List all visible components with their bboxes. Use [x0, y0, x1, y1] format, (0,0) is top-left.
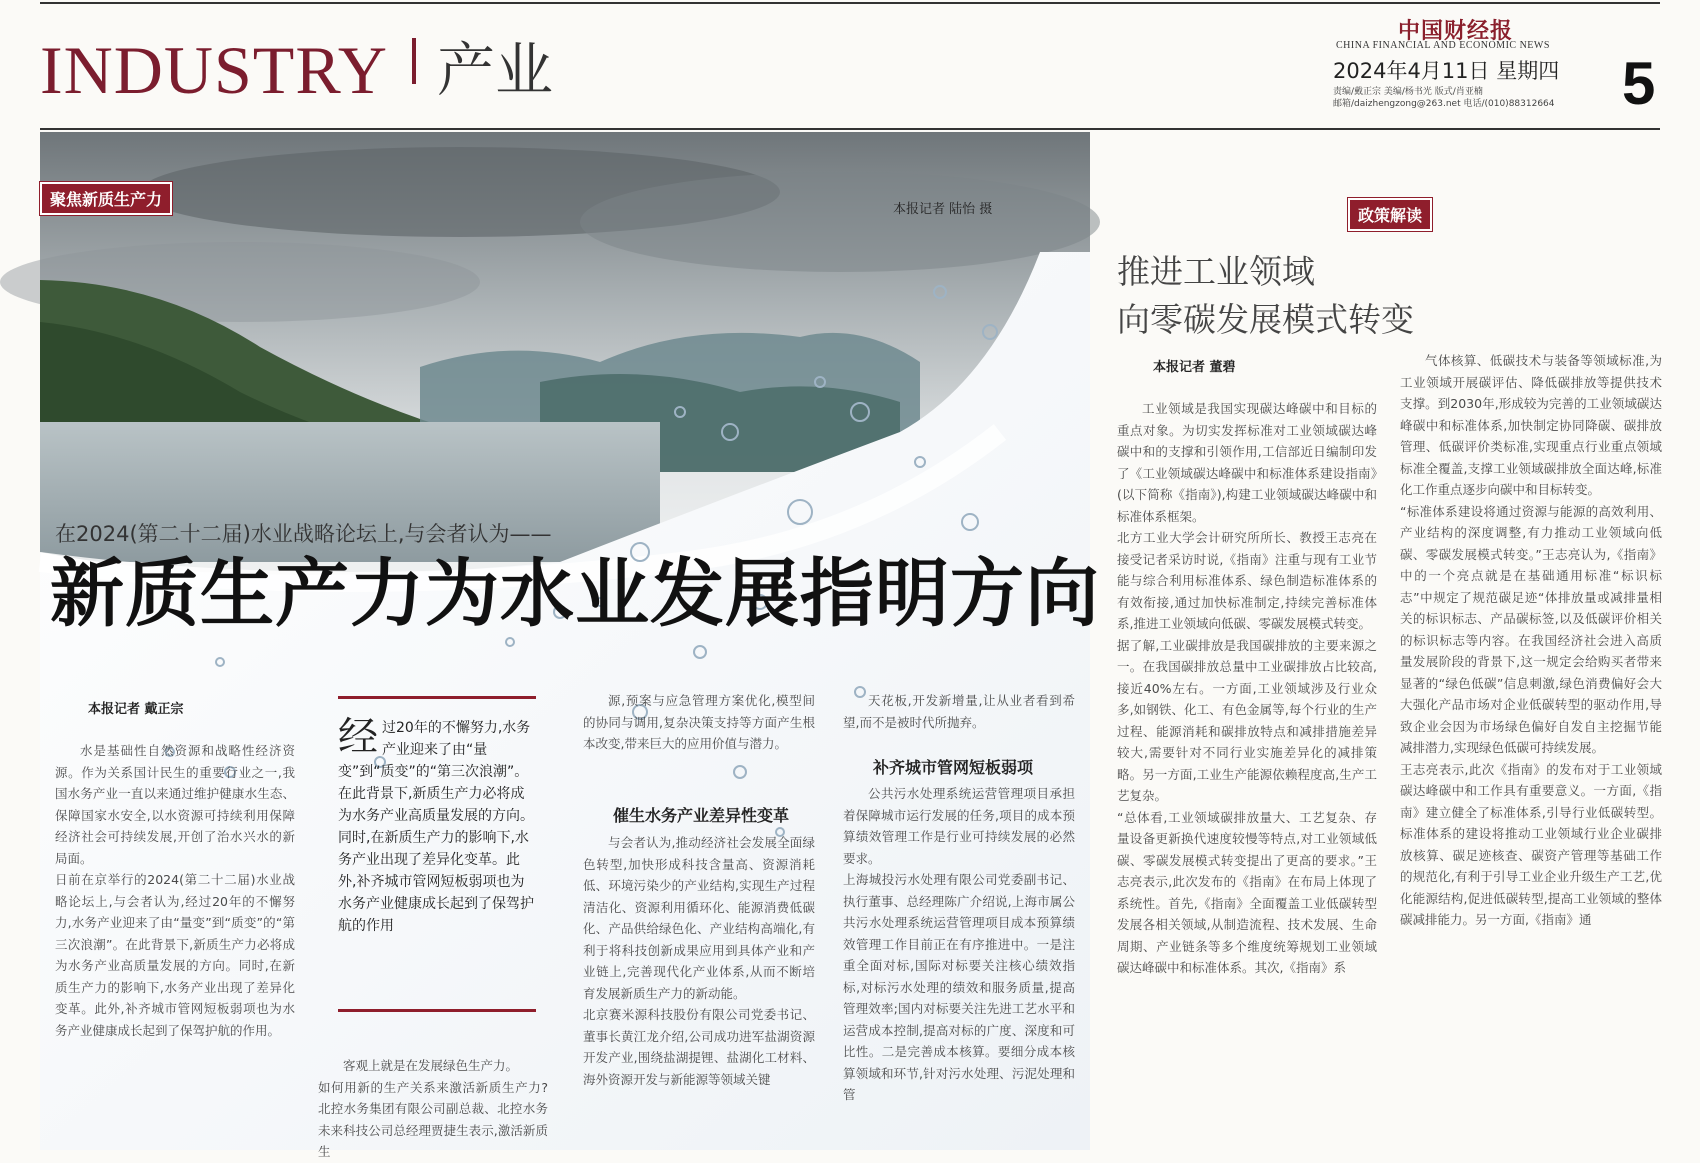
lead-column-3-top-text: 源,预案与应急管理方案优化,模型间的协同与调用,复杂决策支持等方面产生根本改变,带来巨大的应用价值与潜力。	[583, 693, 815, 751]
lead-subhead-2: 补齐城市管网短板弱项	[873, 758, 1034, 777]
policy-byline: 本报记者 董碧	[1153, 360, 1236, 375]
lead-column-3	[583, 832, 815, 1150]
masthead-rule	[40, 128, 1660, 130]
lead-headline: 新质生产力为水业发展指明方向	[50, 551, 1100, 637]
section-title-cn: 产业	[437, 36, 554, 104]
credits-contact: 邮箱/daizhengzong@263.net 电话/(010)88312664	[1333, 99, 1555, 109]
section-divider	[412, 38, 416, 84]
lead-column-2-tail-text: 客观上就是在发展绿色生产力。 如何用新的生产关系来激活新质生产力?北控水务集团有限公司副总裁、北控水务未来科技公司总经理贾捷生表示,激活新质生	[318, 1058, 548, 1159]
lead-column-4-top	[843, 690, 1075, 738]
policy-headline-line2: 向零碳发展模式转变	[1117, 300, 1414, 339]
policy-headline-line1: 推进工业领域	[1117, 252, 1315, 291]
lead-column-4-text: 公共污水处理系统运营管理项目承担着保障城市运行发展的任务,项目的成本预算绩效管理工作是行业可持续发展的必然要求。 上海城投污水处理有限公司党委副书记、执行董事、总经理陈广介绍说,上海市属公共污水处理系统运营管理项目成本预算绩效管理工作目前正在有序推进中。一是注重全面对标,国际对标要关注核心绩效指标,对标污水处理的绩效和服务质量,提高管理效率;国内对标要关注先进工艺水平和运营成本控制,提高对标的广度、深度和可比性。二是完善成本核算。要细分成本核算领域和环节,针对污水处理、污泥处理和管	[843, 786, 1075, 1102]
lead-byline: 本报记者 戴正宗	[88, 702, 184, 717]
lead-kicker: 在2024(第二十二届)水业战略论坛上,与会者认为——	[55, 522, 552, 546]
pull-quote-dropcap: 经	[338, 714, 378, 760]
credits-editors: 责编/戴正宗 美编/杨书光 版式/肖亚楠	[1333, 87, 1483, 97]
section-tag-policy: 政策解读	[1348, 198, 1432, 231]
lead-column-4-top-text: 天花板,开发新增量,让从业者看到希望,而不是被时代所抛弃。	[843, 693, 1075, 730]
lead-column-3-text: 与会者认为,推动经济社会发展全面绿色转型,加快形成科技含量高、资源消耗低、环境污染少的产业结构,实现生产过程清洁化、资源利用循环化、能源消费低碳化、产品供给绿色化、产业结构高端化,有利于将科技创新成果应用到具体产业和产业链上,完善现代化产业体系,从而不断培育发展新质生产力的新动能。 北京赛米源科技股份有限公司党委书记、董事长黄江龙介绍,公司成功进军盐湖资源开发产业,围绕盐湖提锂、盐湖化工材料、海外资源开发与新能源等领域关键	[583, 835, 815, 1087]
newspaper-logo: 中国财经报	[1398, 18, 1514, 44]
lead-subhead-1: 催生水务产业差异性变革	[613, 806, 790, 825]
lead-column-4	[843, 783, 1075, 1150]
photo-credit: 本报记者 陆怡 摄	[893, 202, 993, 217]
section-tag-new-productivity: 聚焦新质生产力	[40, 182, 172, 215]
policy-column-1	[1117, 398, 1377, 1150]
lead-column-2-tail	[318, 1055, 548, 1159]
lead-column-1-text: 水是基础性自然资源和战略性经济资源。作为关系国计民生的重要行业之一,我国水务产业一直以来通过维护健康水生态、保障国家水安全,以水资源可持续利用保障经济社会可持续发展,开创了治水兴水的新局面。 日前在京举行的2024(第二十二届)水业战略论坛上,与会者认为,经过20年的不懈努力,水务产业迎来了由“量变”到“质变”的“第三次浪潮”。在此背景下,新质生产力必将成为水务产业高质量发展的方向。同时,在新质生产力的影响下,水务产业出现了差异化变革。此外,补齐城市管网短板弱项也为水务产业健康成长起到了保驾护航的作用。	[55, 743, 295, 1038]
pull-quote	[338, 696, 536, 1012]
issue-date: 2024年4月11日 星期四	[1333, 59, 1560, 83]
section-title-en: INDUSTRY	[40, 32, 389, 108]
policy-column-2-text: 气体核算、低碳技术与装备等领域标准,为工业领域开展碳评估、降低碳排放等提供技术支撑。到2030年,形成较为完善的工业领域碳达峰碳中和标准体系,加快制定协同降碳、碳排放管理、低碳评价类标准,实现重点行业重点领域标准全覆盖,支撑工业领域碳排放全面达峰,标准化工作重点逐步向碳中和目标转变。 “标准体系建设将通过资源与能源的高效利用、产业结构的深度调整,有力推动工业领域向低碳、零碳发展模式转变。”王志亮认为,《指南》中的一个亮点就是在基础通用标准“标识标志”中规定了规范碳足迹“体排放量或减排量相关的标识标志、产品碳标签,以及低碳评价相关的标识标志等内容。在我国经济社会进入高质量发展阶段的背景下,这一规定会给购买者带来显著的“绿色低碳”信息刺激,绿色消费偏好会大大强化产品市场对企业低碳转型的驱动作用,导致企业会因为市场绿色偏好自发自主挖掘节能减排潜力,实现绿色低碳可持续发展。 王志亮表示,此次《指南》的发布对于工业领域碳达峰碳中和工作具有重要意义。一方面,《指南》建立健全了标准体系,引导行业低碳转型。标准体系的建设将推动工业领域行业企业碳排放核算、碳足迹核查、碳资产管理等基础工作的规范化,有利于引导工业企业升级生产工艺,优化能源结构,促进低碳转型,提高工业领域的整体碳减排能力。另一方面,《指南》通	[1400, 353, 1662, 927]
policy-column-1-text: 工业领域是我国实现碳达峰碳中和目标的重点对象。为切实发挥标准对工业领域碳达峰碳中和的支撑和引领作用,工信部近日编制印发了《工业领域碳达峰碳中和标准体系建设指南》(以下简称《指南》),构建工业领域碳达峰碳中和标准体系框架。 北方工业大学会计研究所所长、教授王志亮在接受记者采访时说,《指南》注重与现有工业节能与综合利用标准体系、绿色制造标准体系的有效衔接,通过加快标准制定,持续完善标准体系,推进工业领域向低碳、零碳发展模式转变。 据了解,工业碳排放是我国碳排放的主要来源之一。在我国碳排放总量中工业碳排放占比较高,接近40%左右。一方面,工业领域涉及行业众多,如钢铁、化工、有色金属等,每个行业的生产过程、能源消耗和碳排放特点和减排措施差异较大,需要针对不同行业实施差异化的减排策略。另一方面,工业生产能源依赖程度高,生产工艺复杂。 “总体看,工业领域碳排放量大、工艺复杂、存量设备更新换代速度较慢等特点,对工业领域低碳、零碳发展模式转变提出了更高的要求。”王志亮表示,此次发布的《指南》在布局上体现了系统性。首先,《指南》全面覆盖工业低碳转型发展各相关领域,从制造流程、技术发展、生命周期、产业链条等多个维度统筹规划工业领域碳达峰碳中和标准体系。其次,《指南》系	[1117, 401, 1377, 975]
lead-column-3-top	[583, 690, 815, 778]
editorial-credits	[1333, 86, 1623, 110]
policy-headline	[1117, 248, 1414, 344]
policy-column-2	[1400, 350, 1662, 1150]
page-number: 5	[1622, 50, 1656, 117]
top-rule	[40, 2, 1660, 4]
newspaper-name-en: CHINA FINANCIAL AND ECONOMIC NEWS	[1336, 40, 1550, 51]
pull-quote-text: 过20年的不懈努力,水务产业迎来了由“量变”到“质变”的“第三次浪潮”。在此背景下,新质生产力必将成为水务产业高质量发展的方向。同时,在新质生产力的影响下,水务产业出现了差异化变革。此外,补齐城市管网短板弱项也为水务产业健康成长起到了保驾护航的作用	[338, 720, 534, 934]
lead-column-1	[55, 740, 295, 1150]
